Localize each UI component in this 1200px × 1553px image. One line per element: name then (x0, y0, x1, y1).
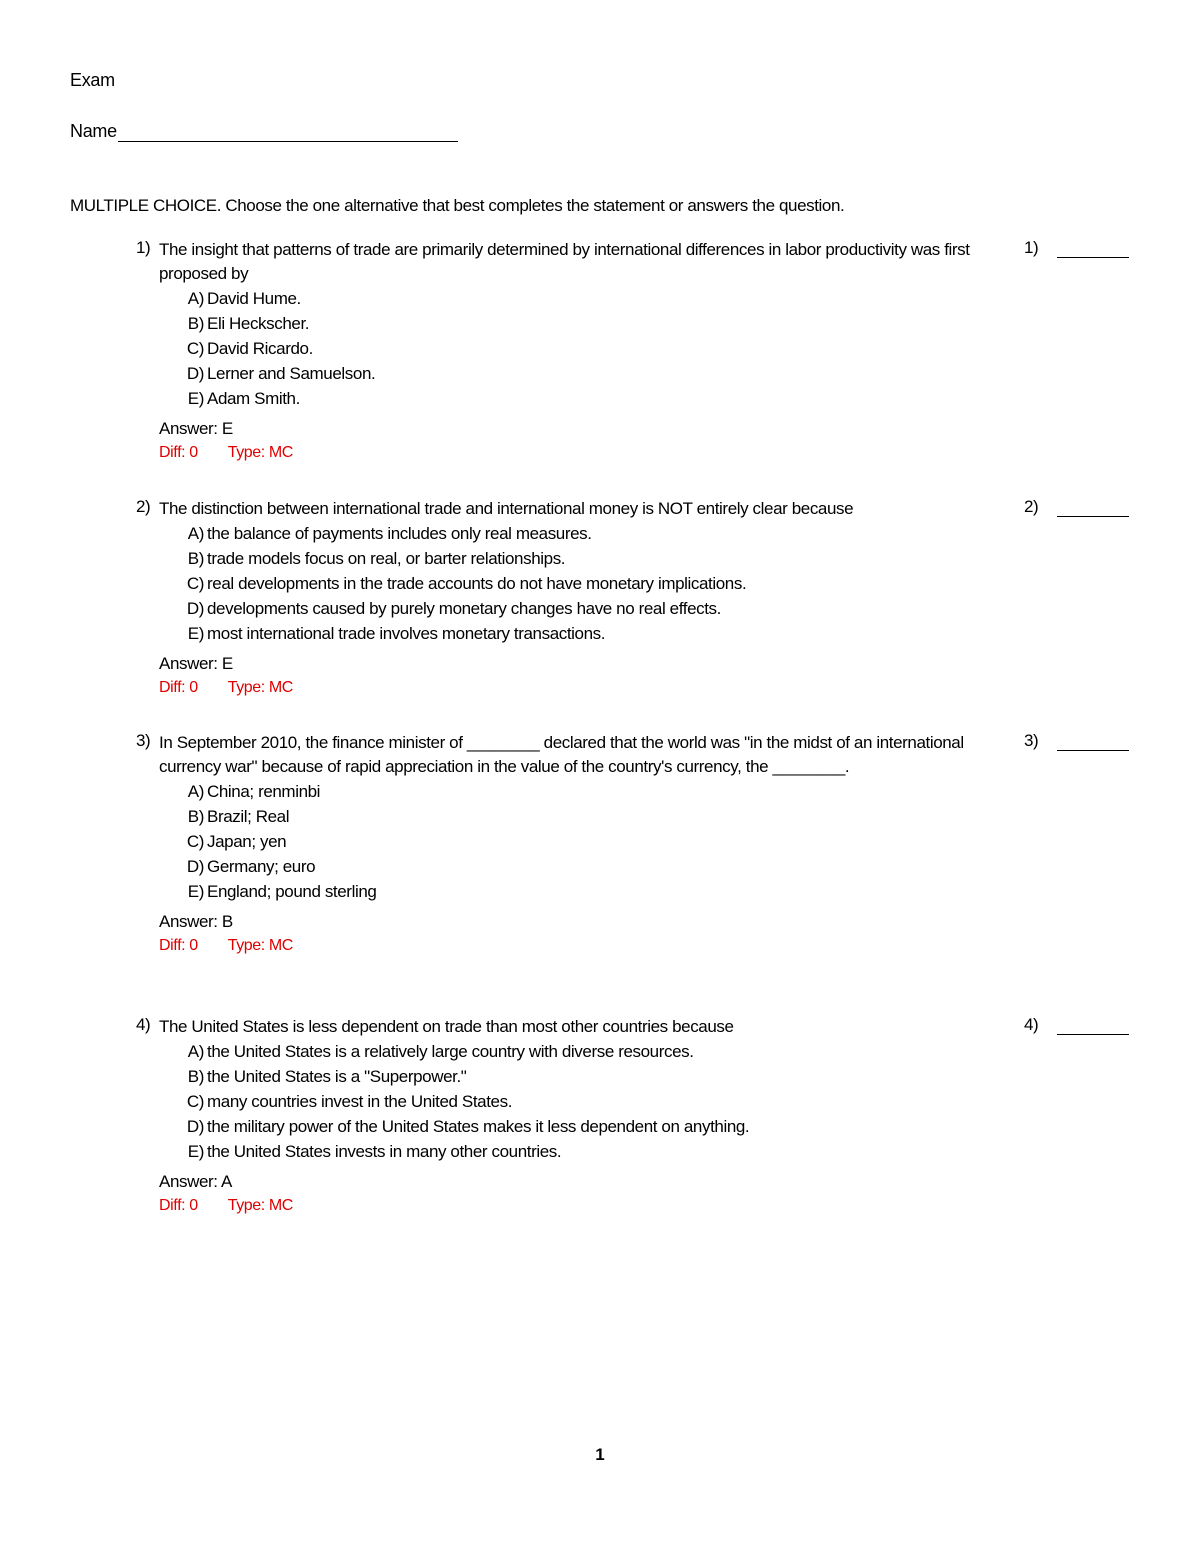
difficulty-label: Diff: 0 (159, 1197, 198, 1214)
answer-slot-number: 3) (1024, 731, 1039, 750)
question-2 (136, 497, 1136, 700)
answer-key: Answer: E (159, 419, 233, 438)
option-e[interactable]: E) the United States invests in many other countries. (187, 1142, 562, 1161)
answer-slot-number: 4) (1024, 1015, 1039, 1034)
answer-blank[interactable] (1057, 732, 1129, 751)
type-label: Type: MC (227, 937, 293, 954)
question-number: 2) (136, 497, 151, 516)
option-d[interactable]: D) the military power of the United States makes it less dependent on anything. (186, 1117, 750, 1136)
option-d[interactable]: D) Lerner and Samuelson. (186, 364, 376, 383)
name-underline[interactable] (118, 123, 458, 142)
answer-key: Answer: B (159, 912, 233, 931)
answer-blank[interactable] (1057, 1016, 1129, 1035)
exam-title: Exam (70, 70, 115, 90)
option-a[interactable]: A) the United States is a relatively large country with diverse resources. (187, 1042, 694, 1061)
name-field (70, 121, 458, 142)
option-d[interactable]: D) Germany; euro (186, 857, 316, 876)
question-meta (159, 441, 1136, 465)
question-stem: In September 2010, the finance minister of ________ declared that the world was "in the midst of an international currency war" because of rapid appreciation in the value of the country's currency, the ________. (159, 733, 964, 776)
option-e[interactable]: E) most international trade involves monetary transactions. (187, 624, 606, 643)
answer-blank[interactable] (1057, 239, 1129, 258)
type-label: Type: MC (227, 679, 293, 696)
type-label: Type: MC (227, 1197, 293, 1214)
instructions: MULTIPLE CHOICE. Choose the one alternative that best completes the statement or answers the question. (70, 196, 845, 215)
answer-slot (1024, 731, 1129, 751)
answer-slot (1024, 1015, 1129, 1035)
question-1 (136, 238, 1136, 465)
question-meta (159, 1194, 1136, 1218)
option-e[interactable]: E) England; pound sterling (187, 882, 377, 901)
option-c[interactable]: C) Japan; yen (186, 832, 287, 851)
option-b[interactable]: B) Brazil; Real (187, 807, 290, 826)
question-stem: The United States is less dependent on trade than most other countries because (159, 1017, 734, 1036)
option-a[interactable]: A) China; renminbi (187, 782, 321, 801)
question-meta (159, 676, 1136, 700)
name-label: Name (70, 121, 117, 141)
option-e[interactable]: E) Adam Smith. (187, 389, 300, 408)
option-b[interactable]: B) the United States is a "Superpower." (187, 1067, 467, 1086)
option-a[interactable]: A) the balance of payments includes only real measures. (187, 524, 592, 543)
question-meta (159, 934, 1136, 958)
type-label: Type: MC (227, 444, 293, 461)
answer-slot (1024, 497, 1129, 517)
question-3 (136, 731, 1136, 958)
difficulty-label: Diff: 0 (159, 937, 198, 954)
question-stem: The distinction between international trade and international money is NOT entirely clear because (159, 499, 854, 518)
difficulty-label: Diff: 0 (159, 444, 198, 461)
answer-key: Answer: A (159, 1172, 232, 1191)
answer-slot (1024, 238, 1129, 258)
answer-key: Answer: E (159, 654, 233, 673)
option-b[interactable]: B) trade models focus on real, or barter relationships. (187, 549, 566, 568)
option-c[interactable]: C) David Ricardo. (186, 339, 313, 358)
option-b[interactable]: B) Eli Heckscher. (187, 314, 310, 333)
question-4 (136, 1015, 1136, 1218)
options-list (178, 1039, 1136, 1164)
answer-slot-number: 1) (1024, 238, 1039, 257)
answer-slot-number: 2) (1024, 497, 1039, 516)
difficulty-label: Diff: 0 (159, 679, 198, 696)
question-number: 3) (136, 731, 151, 750)
option-c[interactable]: C) many countries invest in the United States. (186, 1092, 513, 1111)
question-number: 4) (136, 1015, 151, 1034)
options-list (178, 286, 1136, 411)
option-a[interactable]: A) David Hume. (187, 289, 301, 308)
options-list (178, 521, 1136, 646)
options-list (178, 779, 1136, 904)
option-c[interactable]: C) real developments in the trade accounts do not have monetary implications. (186, 574, 747, 593)
question-stem: The insight that patterns of trade are primarily determined by international differences in labor productivity was first proposed by (159, 240, 970, 283)
answer-blank[interactable] (1057, 498, 1129, 517)
page-number: 1 (595, 1445, 605, 1464)
option-d[interactable]: D) developments caused by purely monetary changes have no real effects. (186, 599, 721, 618)
question-number: 1) (136, 238, 151, 257)
